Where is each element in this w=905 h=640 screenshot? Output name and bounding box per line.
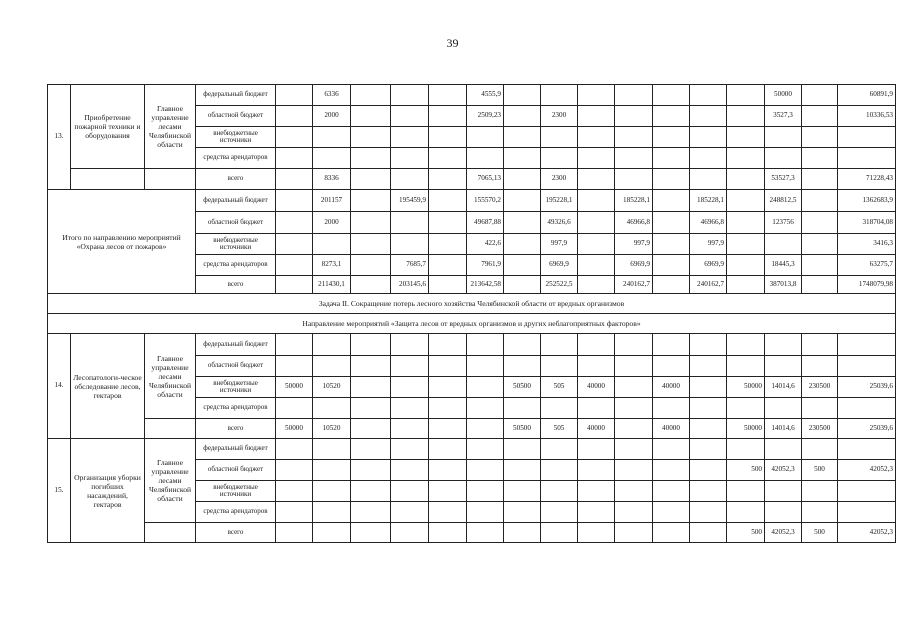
executor: Главное управление лесами Челябинской области (145, 439, 196, 523)
cell-value: 60891,9 (838, 85, 896, 106)
source-label: средства арендаторов (196, 255, 276, 276)
cell-value: 123756 (765, 212, 802, 234)
cell-value: 997,9 (690, 234, 727, 255)
table-row (48, 169, 896, 190)
cell-value: 18445,3 (765, 255, 802, 276)
cell-value: 185228,1 (690, 190, 727, 212)
table-row (48, 334, 896, 356)
subtotal-label: Итого по направлению мероприятий «Охрана лесов от пожаров» (48, 190, 196, 294)
cell-value: 7685,7 (391, 255, 429, 276)
cell-value: 422,6 (467, 234, 504, 255)
source-label: федеральный бюджет (196, 334, 276, 356)
cell-value: 50000 (276, 377, 313, 398)
cell-value: 505 (541, 419, 578, 439)
source-label: областной бюджет (196, 212, 276, 234)
cell-value: 195228,1 (541, 190, 578, 212)
cell-value: 1748079,98 (838, 276, 896, 294)
cell-value: 3416,3 (838, 234, 896, 255)
source-label: средства арендаторов (196, 148, 276, 169)
activity-name: Организация уборки погибших насаждений, гектаров (71, 439, 145, 543)
cell-value: 50000 (727, 419, 765, 439)
cell-value: 25039,6 (838, 377, 896, 398)
cell-value: 10520 (313, 419, 351, 439)
cell-value: 50000 (765, 85, 802, 106)
cell-value: 248812,5 (765, 190, 802, 212)
cell-value: 10520 (313, 377, 351, 398)
cell-value: 14014,6 (765, 377, 802, 398)
source-label: областной бюджет (196, 106, 276, 127)
source-label: внебюджетные источники (196, 481, 276, 502)
cell-value: 50500 (504, 419, 541, 439)
cell-value: 42052,3 (838, 523, 896, 543)
cell-value: 71228,43 (838, 169, 896, 190)
source-label: внебюджетные источники (196, 377, 276, 398)
table-row (48, 190, 896, 212)
direction-heading: Направление мероприятий «Защита лесов от вредных организмов и других неблагоприятных факторов» (48, 314, 896, 334)
source-label: федеральный бюджет (196, 439, 276, 460)
cell-value: 201157 (313, 190, 351, 212)
table-row (48, 439, 896, 460)
cell-value: 6969,9 (690, 255, 727, 276)
cell-value: 211430,1 (313, 276, 351, 294)
cell-value: 8336 (313, 169, 351, 190)
cell-value: 49326,6 (541, 212, 578, 234)
cell-value: 2300 (541, 106, 578, 127)
cell-value: 997,9 (615, 234, 653, 255)
cell-value: 2000 (313, 212, 351, 234)
source-label: внебюджетные источники (196, 234, 276, 255)
cell-value: 2000 (313, 106, 351, 127)
cell-value: 42052,3 (838, 460, 896, 481)
cell-value: 53527,3 (765, 169, 802, 190)
source-label: средства арендаторов (196, 398, 276, 419)
cell-value: 997,9 (541, 234, 578, 255)
task-heading: Задача II. Сокращение потерь лесного хозяйства Челябинской области от вредных организмов (48, 294, 896, 314)
cell-value: 185228,1 (615, 190, 653, 212)
budget-table (47, 84, 896, 543)
cell-value: 7065,13 (467, 169, 504, 190)
cell-value: 49687,88 (467, 212, 504, 234)
cell-value: 1362683,9 (838, 190, 896, 212)
cell-value: 213642,58 (467, 276, 504, 294)
cell-value: 500 (727, 460, 765, 481)
cell-value: 50000 (727, 377, 765, 398)
source-label: всего (196, 523, 276, 543)
cell-value: 240162,7 (690, 276, 727, 294)
executor: Главное управление лесами Челябинской области (145, 85, 196, 169)
table-row (48, 314, 896, 334)
cell-value: 40000 (653, 419, 690, 439)
row-number: 15. (48, 439, 71, 543)
cell-value: 7961,9 (467, 255, 504, 276)
cell-value: 42052,3 (765, 523, 802, 543)
source-label: федеральный бюджет (196, 85, 276, 106)
table-row (48, 523, 896, 543)
cell-value: 40000 (578, 377, 615, 398)
source-label: федеральный бюджет (196, 190, 276, 212)
cell-value: 42052,3 (765, 460, 802, 481)
cell-value: 25039,6 (838, 419, 896, 439)
cell-value: 230500 (802, 377, 838, 398)
cell-value: 155570,2 (467, 190, 504, 212)
cell-value: 387013,8 (765, 276, 802, 294)
cell-value: 230500 (802, 419, 838, 439)
cell-value: 2509,23 (467, 106, 504, 127)
source-label: всего (196, 419, 276, 439)
cell-value: 10336,53 (838, 106, 896, 127)
source-label: внебюджетные источники (196, 127, 276, 148)
page-number: 39 (446, 36, 459, 50)
table-row (48, 419, 896, 439)
activity-name: Приобретение пожарной техники и оборудования (71, 85, 145, 169)
cell-value: 46966,8 (690, 212, 727, 234)
cell-value: 50000 (276, 419, 313, 439)
cell-value: 6969,9 (541, 255, 578, 276)
cell-value: 50500 (504, 377, 541, 398)
cell-value: 252522,5 (541, 276, 578, 294)
cell-value: 3527,3 (765, 106, 802, 127)
source-label: всего (196, 169, 276, 190)
row-number: 14. (48, 334, 71, 439)
cell-value: 4555,9 (467, 85, 504, 106)
cell-value: 6336 (313, 85, 351, 106)
cell-value: 6969,9 (615, 255, 653, 276)
cell-value: 500 (802, 523, 838, 543)
cell-value: 40000 (578, 419, 615, 439)
source-label: областной бюджет (196, 460, 276, 481)
activity-name: Лесопатологи-ческое обследование лесов, гектаров (71, 334, 145, 439)
cell-value: 500 (802, 460, 838, 481)
cell-value: 8273,1 (313, 255, 351, 276)
cell-value: 240162,7 (615, 276, 653, 294)
cell-value: 46966,8 (615, 212, 653, 234)
table-row (48, 85, 896, 106)
row-number: 13. (48, 85, 71, 190)
cell-value: 40000 (653, 377, 690, 398)
cell-value: 203145,6 (391, 276, 429, 294)
source-label: всего (196, 276, 276, 294)
source-label: средства арендаторов (196, 502, 276, 523)
cell-value: 63275,7 (838, 255, 896, 276)
table-row (48, 294, 896, 314)
cell-value: 500 (727, 523, 765, 543)
cell-value: 505 (541, 377, 578, 398)
cell-value: 195459,9 (391, 190, 429, 212)
source-label: областной бюджет (196, 356, 276, 377)
cell-value: 318704,08 (838, 212, 896, 234)
cell-value: 2300 (541, 169, 578, 190)
executor: Главное управление лесами Челябинской области (145, 334, 196, 419)
cell-value: 14014,6 (765, 419, 802, 439)
